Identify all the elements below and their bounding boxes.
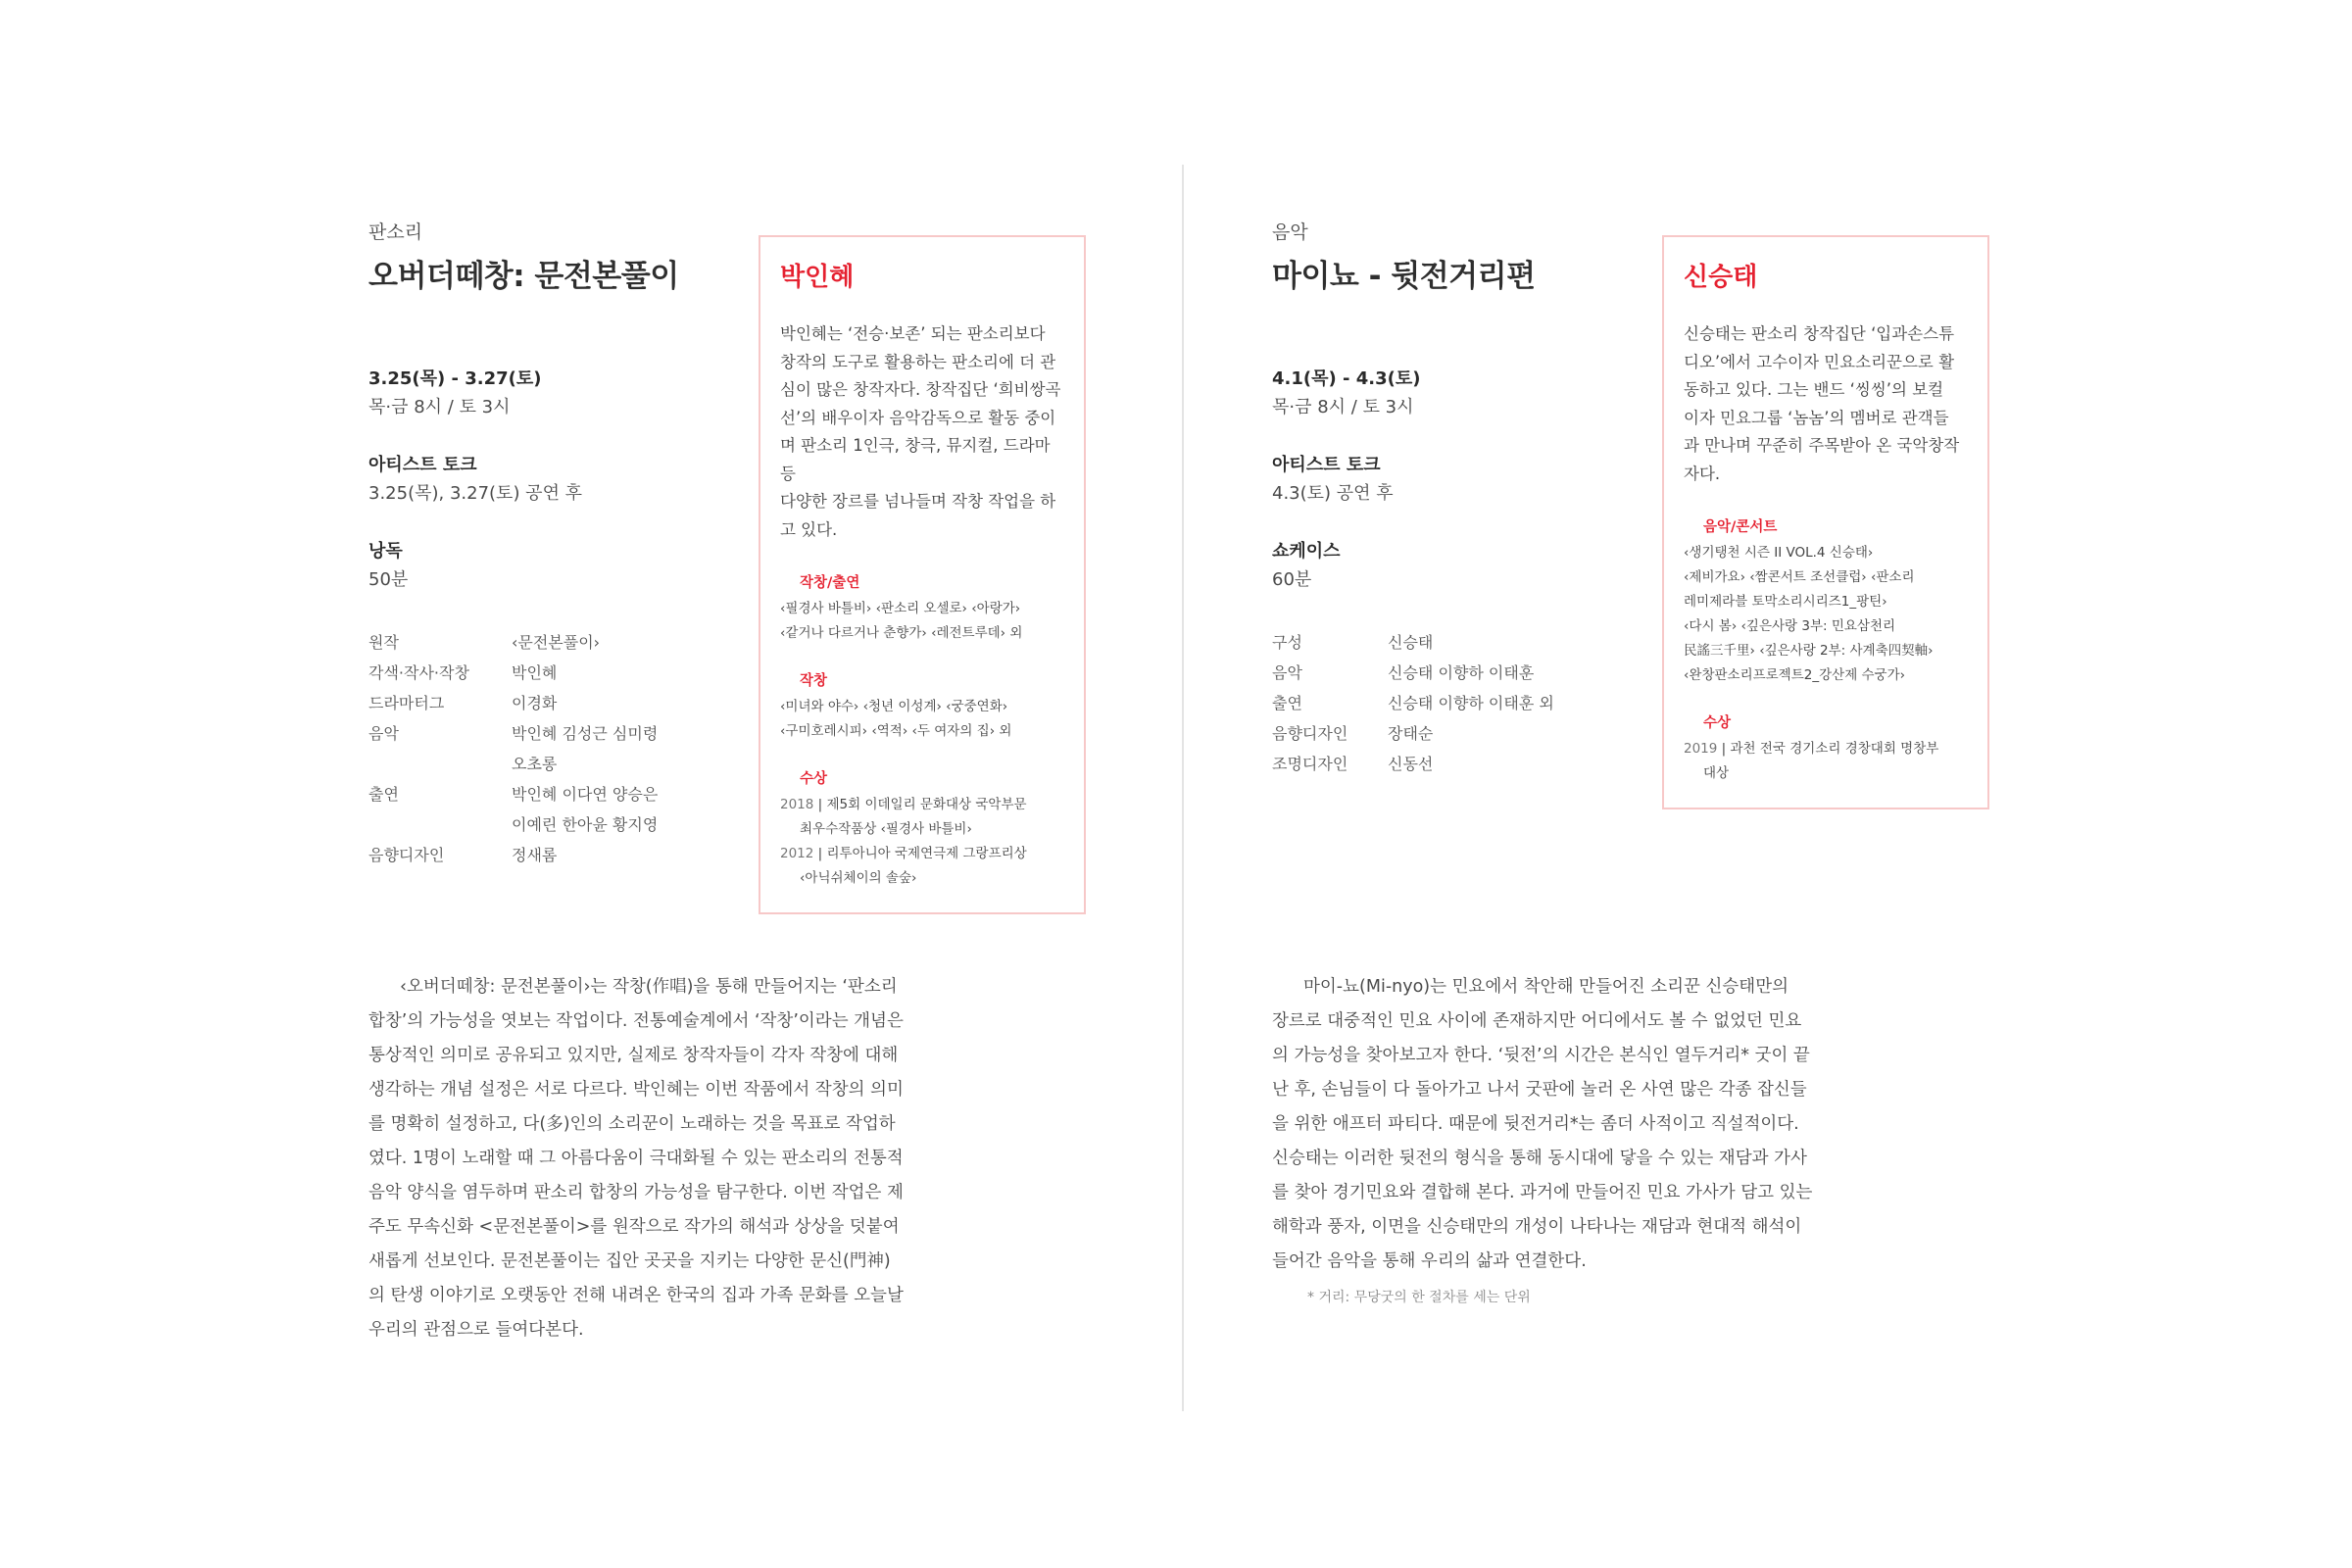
credit-names: 신동선 bbox=[1388, 755, 1434, 773]
date-block bbox=[368, 365, 721, 421]
award-text: 과천 전국 경기소리 경창대회 명창부 bbox=[1730, 741, 1939, 757]
credit-row bbox=[1272, 658, 1644, 688]
credit-name-line: ‹문전본풀이› bbox=[512, 633, 601, 652]
artist-name: 신승태 bbox=[1684, 263, 1758, 292]
credit-row bbox=[1272, 627, 1644, 658]
credit-role: 각색·작사·작창 bbox=[368, 663, 469, 682]
credit-row bbox=[368, 718, 721, 779]
bio-line: 자다. bbox=[1684, 464, 1721, 483]
description-body bbox=[368, 970, 927, 1348]
credit-role: 원작 bbox=[368, 633, 399, 652]
body-line: 의 탄생 이야기로 오랫동안 전해 내려온 한국의 집과 가족 문화를 오늘날 bbox=[368, 1286, 904, 1305]
format-block bbox=[368, 537, 721, 594]
bio-line: 고 있다. bbox=[780, 519, 838, 539]
credit-name-line: 박인혜 bbox=[512, 663, 558, 682]
works-line: 民謠三千里› ‹깊은사랑 2부: 사계축四契軸› bbox=[1684, 643, 1934, 659]
credit-role: 출연 bbox=[368, 785, 399, 804]
credit-name-line: 박인혜 김성근 심미령 bbox=[512, 724, 659, 743]
credit-names bbox=[512, 779, 721, 840]
award-year: 2012 bbox=[780, 846, 814, 861]
artist-talk-heading: 아티스트 토크 bbox=[1272, 455, 1381, 475]
credit-names bbox=[512, 627, 721, 658]
artist-profile-box bbox=[1662, 235, 1989, 809]
bio-line: 이자 민요그룹 ‘놈놈’의 멤버로 관객들 bbox=[1684, 408, 1949, 427]
award-entry: 2019 | 과천 전국 경기소리 경창대회 명창부 bbox=[1684, 741, 1939, 757]
credit-role: 드라마터그 bbox=[368, 694, 445, 712]
award-text: 최우수작품상 ‹필경사 바틀비› bbox=[800, 821, 972, 837]
artist-talk-block bbox=[1272, 451, 1625, 508]
award-text: ‹아닉쉬체이의 솔숲› bbox=[800, 870, 917, 886]
left-page bbox=[368, 0, 1084, 1568]
times: 목·금 8시 / 토 3시 bbox=[1272, 397, 1414, 417]
works-line: ‹같거나 다르거나 춘향가› ‹레전트루데› 외 bbox=[780, 625, 1023, 641]
bio-line: 선’의 배우이자 음악감독으로 활동 중이 bbox=[780, 408, 1056, 427]
awards-section bbox=[1684, 710, 1968, 786]
bio-line: 디오’에서 고수이자 민요소리꾼으로 활 bbox=[1684, 352, 1955, 371]
artist-talk-value: 4.3(토) 공연 후 bbox=[1272, 483, 1394, 504]
bio-line: 박인혜는 ‘전승·보존’ 되는 판소리보다 bbox=[780, 324, 1046, 343]
credit-name-line: 이경화 bbox=[512, 694, 558, 712]
credit-role: 음악 bbox=[368, 724, 399, 743]
format-block bbox=[1272, 537, 1625, 594]
credit-names: 신승태 이향하 이태훈 외 bbox=[1388, 694, 1554, 712]
credit-role: 구성 bbox=[1272, 633, 1302, 652]
credit-row bbox=[368, 658, 721, 688]
times: 목·금 8시 / 토 3시 bbox=[368, 397, 511, 417]
credit-names: 신승태 이향하 이태훈 bbox=[1388, 663, 1535, 682]
credit-row bbox=[1272, 688, 1644, 718]
credit-name-line: 이예린 한아윤 황지영 bbox=[512, 815, 659, 834]
body-line: 난 후, 손님들이 다 돌아가고 나서 굿판에 놀러 온 사연 많은 각종 잡신들 bbox=[1272, 1080, 1807, 1100]
works-line: 레미제라블 토막소리시리즈1_팡틴› bbox=[1684, 594, 1887, 610]
bio-line: 심이 많은 창작자다. 창작집단 ‘희비쌍곡 bbox=[780, 380, 1061, 399]
artist-talk-value: 3.25(목), 3.27(토) 공연 후 bbox=[368, 483, 583, 504]
credit-names: 장태순 bbox=[1388, 724, 1434, 743]
credit-role: 조명디자인 bbox=[1272, 755, 1348, 773]
right-page bbox=[1272, 0, 1987, 1568]
body-line: 를 찾아 경기민요와 결합해 본다. 과거에 만들어진 민요 가사가 담고 있는 bbox=[1272, 1183, 1813, 1202]
credit-names bbox=[512, 718, 721, 779]
body-line: 통상적인 의미로 공유되고 있지만, 실제로 창작자들이 각자 작창에 대해 bbox=[368, 1046, 899, 1065]
award-text: 리투아니아 국제연극제 그랑프리상 bbox=[826, 846, 1027, 861]
body-line: 을 위한 애프터 파티다. 때문에 뒷전거리*는 좀더 사적이고 직설적이다. bbox=[1272, 1114, 1799, 1134]
credit-row bbox=[1272, 718, 1644, 749]
works-line: ‹제비가요› ‹짬콘서트 조선클럽› ‹판소리 bbox=[1684, 569, 1915, 585]
credit-role: 음향디자인 bbox=[1272, 724, 1348, 743]
body-line: 해학과 풍자, 이면을 신승태만의 개성이 나타나는 재담과 현대적 해석이 bbox=[1272, 1217, 1802, 1237]
footnote: * 거리: 무당굿의 한 절차를 세는 단위 bbox=[1307, 1290, 1531, 1305]
artist-talk-heading: 아티스트 토크 bbox=[368, 455, 477, 475]
body-line: 주도 무속신화 <문전본풀이>를 원작으로 작가의 해석과 상상을 덧붙여 bbox=[368, 1217, 900, 1237]
credits-list bbox=[1272, 627, 1644, 779]
credit-names bbox=[512, 658, 721, 688]
bio-line: 며 판소리 1인극, 창극, 뮤지컬, 드라마 등 bbox=[780, 436, 1051, 483]
award-year: 2019 bbox=[1684, 741, 1718, 757]
credit-role: 출연 bbox=[1272, 694, 1302, 712]
works-heading: 음악/콘서트 bbox=[1703, 519, 1778, 535]
award-entry: 2018 | 제5회 이데일리 문화대상 국악부문 bbox=[780, 797, 1027, 812]
body-line: 생각하는 개념 설정은 서로 다르다. 박인혜는 이번 작품에서 작창의 의미 bbox=[368, 1080, 904, 1100]
credit-row bbox=[368, 840, 721, 870]
bio-line: 동하고 있다. 그는 밴드 ‘씽씽’의 보컬 bbox=[1684, 380, 1944, 399]
works-line: ‹구미호레시피› ‹역적› ‹두 여자의 집› 외 bbox=[780, 723, 1012, 739]
artist-name: 박인혜 bbox=[780, 263, 855, 292]
works-heading: 작창 bbox=[800, 673, 828, 689]
body-line: 장르로 대중적인 민요 사이에 존재하지만 어디에서도 볼 수 없었던 민요 bbox=[1272, 1011, 1802, 1031]
credit-row bbox=[1272, 749, 1644, 779]
credit-role: 음향디자인 bbox=[368, 846, 445, 864]
credit-names bbox=[512, 688, 721, 718]
body-line: 를 명확히 설정하고, 다(多)인의 소리꾼이 노래하는 것을 목표로 작업하 bbox=[368, 1114, 896, 1134]
works-line: ‹완창판소리프로젝트2_강산제 수궁가› bbox=[1684, 667, 1906, 683]
description-body bbox=[1272, 970, 1831, 1306]
schedule-info bbox=[1272, 365, 1625, 623]
works-section bbox=[780, 569, 1064, 646]
dates: 3.25(목) - 3.27(토) bbox=[368, 368, 542, 389]
body-line: 였다. 1명이 노래할 때 그 아름다움이 극대화될 수 있는 판소리의 전통적 bbox=[368, 1149, 904, 1168]
award-entry: 2012 | 리투아니아 국제연극제 그랑프리상 bbox=[780, 846, 1027, 861]
works-section bbox=[780, 667, 1064, 744]
bio-line: 창작의 도구로 활용하는 판소리에 더 관 bbox=[780, 352, 1056, 371]
body-line: 의 가능성을 찾아보고자 한다. ‘뒷전’의 시간은 본식인 열두거리* 굿이 끝 bbox=[1272, 1046, 1810, 1065]
award-text: 제5회 이데일리 문화대상 국악부문 bbox=[826, 797, 1027, 812]
performance-title: 오버더떼창: 문전본풀이 bbox=[368, 259, 679, 294]
credit-names: 신승태 bbox=[1388, 633, 1434, 652]
body-line: 마이-뇨(Mi-nyo)는 민요에서 착안해 만들어진 소리꾼 신승태만의 bbox=[1303, 977, 1789, 997]
schedule-info bbox=[368, 365, 721, 623]
credit-row bbox=[368, 688, 721, 718]
body-line: 새롭게 선보인다. 문전본풀이는 집안 곳곳을 지키는 다양한 문신(門神) bbox=[368, 1251, 891, 1271]
genre-label: 음악 bbox=[1272, 221, 1308, 243]
artist-bio bbox=[780, 320, 1064, 544]
works-line: ‹생기탱천 시즌 II VOL.4 신승태› bbox=[1684, 545, 1874, 561]
duration: 60분 bbox=[1272, 569, 1312, 590]
body-line: 신승태는 이러한 뒷전의 형식을 통해 동시대에 닿을 수 있는 재담과 가사 bbox=[1272, 1149, 1807, 1168]
credit-name-line: 오초롱 bbox=[512, 755, 558, 773]
works-line: ‹미녀와 야수› ‹청년 이성계› ‹궁중연화› bbox=[780, 699, 1008, 714]
credit-row bbox=[368, 627, 721, 658]
works-line: ‹다시 봄› ‹깊은사랑 3부: 민요삼천리 bbox=[1684, 618, 1896, 634]
credit-names bbox=[512, 840, 721, 870]
award-year: 2018 bbox=[780, 797, 814, 812]
format-heading: 낭독 bbox=[368, 541, 403, 562]
award-text: 대상 bbox=[1703, 765, 1730, 781]
artist-profile-box bbox=[759, 235, 1086, 914]
date-block bbox=[1272, 365, 1625, 421]
bio-line: 신승태는 판소리 창작집단 ‘입과손스튜 bbox=[1684, 324, 1955, 343]
bio-line: 다양한 장르를 넘나들며 작창 작업을 하 bbox=[780, 492, 1056, 511]
works-line: ‹필경사 바틀비› ‹판소리 오셀로› ‹아랑가› bbox=[780, 601, 1021, 616]
credits-list bbox=[368, 627, 721, 870]
credit-role: 음악 bbox=[1272, 663, 1302, 682]
body-line: 들어간 음악을 통해 우리의 삶과 연결한다. bbox=[1272, 1251, 1587, 1271]
body-line: ‹오버더떼창: 문전본풀이›는 작창(作唱)을 통해 만들어지는 ‘판소리 bbox=[400, 977, 898, 997]
body-line: 우리의 관점으로 들여다본다. bbox=[368, 1320, 584, 1340]
artist-bio bbox=[1684, 320, 1968, 488]
body-line: 합창’의 가능성을 엿보는 작업이다. 전통예술계에서 ‘작창’이라는 개념은 bbox=[368, 1011, 904, 1031]
credit-name-line: 정새롬 bbox=[512, 846, 558, 864]
awards-heading: 수상 bbox=[1703, 715, 1732, 731]
page-divider bbox=[1182, 165, 1184, 1411]
awards-heading: 수상 bbox=[800, 771, 828, 787]
genre-label: 판소리 bbox=[368, 221, 423, 243]
works-heading: 작창/출연 bbox=[800, 575, 860, 591]
credit-row bbox=[368, 779, 721, 840]
dates: 4.1(목) - 4.3(토) bbox=[1272, 368, 1421, 389]
format-heading: 쇼케이스 bbox=[1272, 541, 1341, 562]
bio-line: 과 만나며 꾸준히 주목받아 온 국악창작 bbox=[1684, 436, 1960, 455]
performance-title: 마이뇨 - 뒷전거리편 bbox=[1272, 259, 1536, 294]
credit-name-line: 박인혜 이다연 양승은 bbox=[512, 785, 659, 804]
awards-section bbox=[780, 765, 1064, 891]
works-section bbox=[1684, 514, 1968, 688]
duration: 50분 bbox=[368, 569, 409, 590]
body-line: 음악 양식을 염두하며 판소리 합창의 가능성을 탐구한다. 이번 작업은 제 bbox=[368, 1183, 904, 1202]
artist-talk-block bbox=[368, 451, 721, 508]
